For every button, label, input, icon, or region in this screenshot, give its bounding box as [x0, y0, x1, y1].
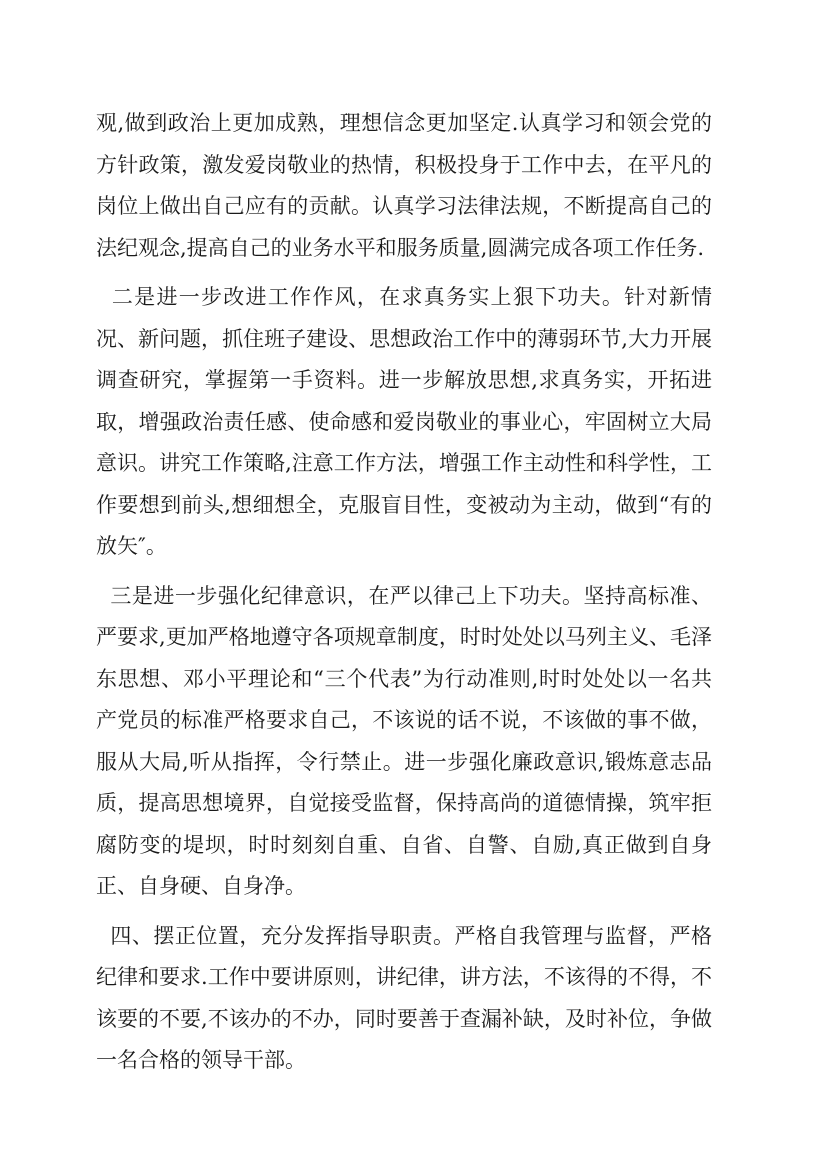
- paragraph-2: 二是进一步改进工作作风，在求真务实上狠下功夫。针对新情况、新问题，抓住班子建设、思想政治工作中的薄弱环节,大力开展调查研究，掌握第一手资料。进一步解放思想,求真务实，开拓进取，增强政治责任感、使命感和爱岗敬业的事业心，牢固树立大局意识。讲究工作策略,注意工作方法，增强工作主动性和科学性，工作要想到前头,想细想全，克服盲目性，变被动为主动，做到“有的放矢″。: [96, 285, 712, 558]
- document-body: [96, 103, 712, 1082]
- paragraph-4: 四、摆正位置，充分发挥指导职责。严格自我管理与监督，严格纪律和要求.工作中要讲原则，讲纪律，讲方法，不该得的不得，不该要的不要,不该办的不办，同时要善于查漏补缺，及时补位，争做一名合格的领导干部。: [96, 923, 713, 1072]
- paragraph-3: 三是进一步强化纪律意识，在严以律己上下功夫。坚持高标准、严要求,更加严格地遵守各项规章制度，时时处处以马列主义、毛泽东思想、邓小平理论和“三个代表”为行动准则,时时处处以一名共产党员的标准严格要求自己，不该说的话不说，不该做的事不做，服从大局,听从指挥，令行禁止。进一步强化廉政意识,锻炼意志品质，提高思想境界，自觉接受监督，保持高尚的道德情操，筑牢拒腐防变的堤坝，时时刻刻自重、自省、自警、自励,真正做到自身正、自身硬、自身净。: [96, 583, 713, 898]
- paragraph-1: 观,做到政治上更加成熟，理想信念更加坚定.认真学习和领会党的方针政策，激发爱岗敬业的热情，积极投身于工作中去，在平凡的岗位上做出自己应有的贡献。认真学习法律法规，不断提高自己的法纪观念,提高自己的业务水平和服务质量,圆满完成各项工作任务.: [96, 111, 712, 260]
